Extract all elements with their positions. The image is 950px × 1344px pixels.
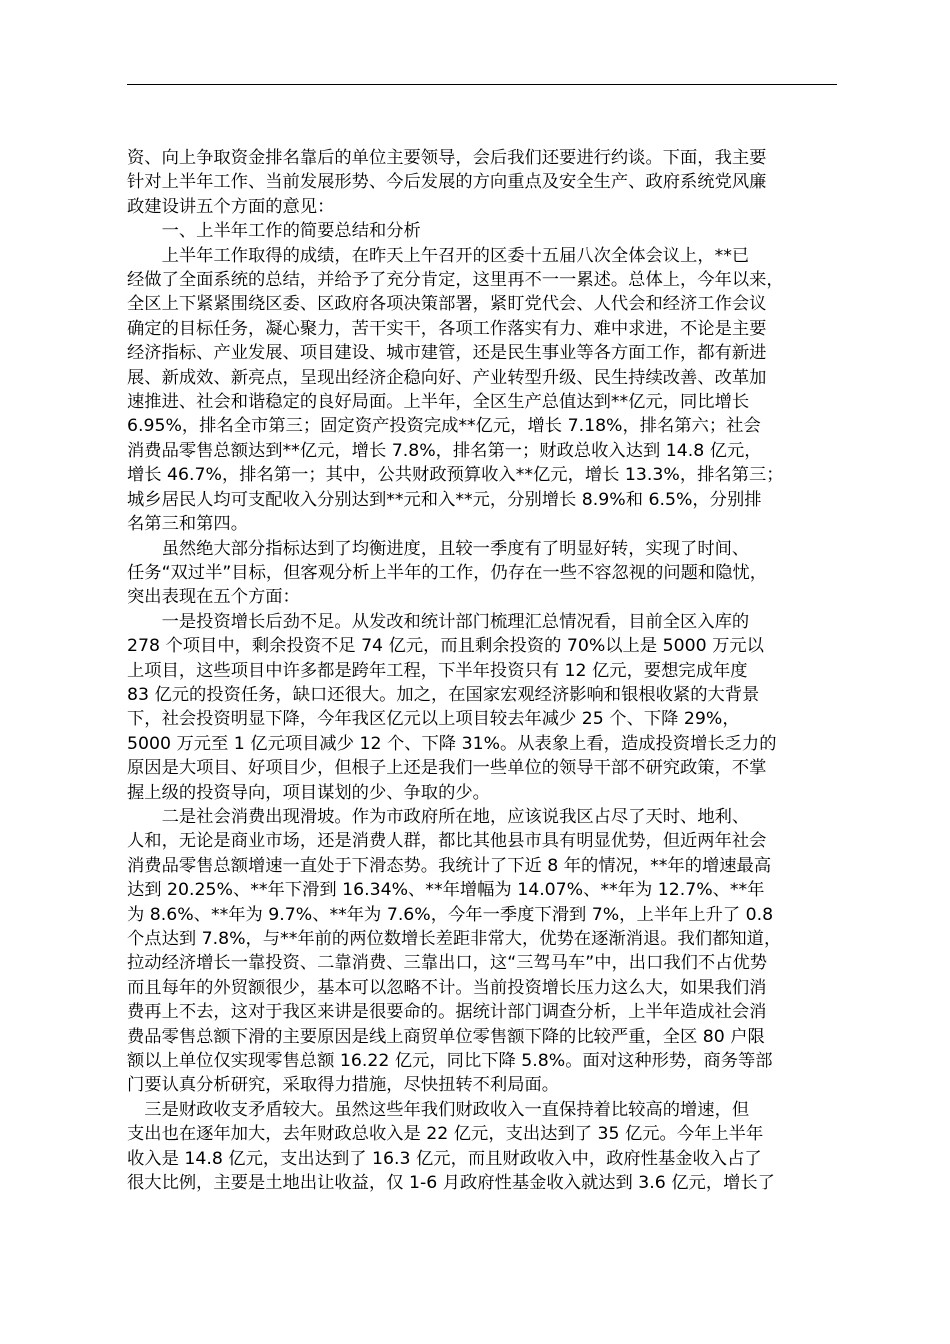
text-line: 原因是大项目、好项目少，但根子上还是我们一些单位的领导干部不研究政策，不掌 xyxy=(127,758,767,779)
paragraph-finance xyxy=(127,1098,845,1196)
header-rule xyxy=(127,84,837,85)
text-line: 速推进、社会和谐稳定的良好局面。上半年，全区生产总值达到**亿元，同比增长 xyxy=(127,392,750,413)
text-line: 消费品零售总额增速一直处于下滑态势。我统计了下近 8 年的情况，**年的增速最高 xyxy=(127,855,772,876)
text-line: 达到 20.25%、**年下滑到 16.34%、**年增幅为 14.07%、**年为 12.7%、**年 xyxy=(127,880,765,901)
text-line: 握上级的投资导向，项目谋划的少、争取的少。 xyxy=(127,782,490,803)
text-line: 278 个项目中，剩余投资不足 74 亿元，而且剩余投资的 70%以上是 5000 万元以 xyxy=(127,636,764,657)
paragraph-investment xyxy=(127,610,845,805)
text-line: 个点达到 7.8%，与**年前的两位数增长差距非常大，优势在逐渐消退。我们都知道， xyxy=(127,929,782,949)
text-line: 针对上半年工作、当前发展形势、今后发展的方向重点及安全生产、政府系统党风廉 xyxy=(127,172,767,193)
text-line: 上项目，这些项目中许多都是跨年工程，下半年投资只有 12 亿元，要想完成年度 xyxy=(127,660,748,681)
heading-line: 一、上半年工作的简要总结和分析 xyxy=(161,221,421,242)
text-line: 经济指标、产业发展、项目建设、城市建管，还是民生事业等各方面工作，都有新进 xyxy=(127,343,767,364)
text-line: 额以上单位仅实现零售总额 16.22 亿元，同比下降 5.8%。面对这种形势，商务等部 xyxy=(127,1051,773,1072)
text-line: 83 亿元的投资任务，缺口还很大。加之，在国家宏观经济影响和银根收紧的大背景 xyxy=(127,684,760,705)
text-line: 资、向上争取资金排名靠后的单位主要领导，会后我们还要进行约谈。下面，我主要 xyxy=(127,148,767,168)
text-line: 一是投资增长后劲不足。从发改和统计部门梳理汇总情况看，目前全区入库的 xyxy=(161,611,750,632)
text-line: 展、新成效、新亮点，呈现出经济企稳向好、产业转型升级、民生持续改善、改革加 xyxy=(127,367,767,388)
text-line: 政建设讲五个方面的意见： xyxy=(127,196,335,217)
text-line: 任务“双过半”目标，但客观分析上半年的工作，仍存在一些不容忽视的问题和隐忧， xyxy=(127,562,768,583)
text-line: 下，社会投资明显下降，今年我区亿元以上项目较去年减少 25 个、下降 29%， xyxy=(127,709,740,730)
text-line: 而且每年的外贸额很少，基本可以忽略不计。当前投资增长压力这么大，如果我们消 xyxy=(127,977,767,998)
text-line: 费品零售总额下滑的主要原因是线上商贸单位零售额下降的比较严重，全区 80 户限 xyxy=(127,1026,765,1047)
text-line: 虽然绝大部分指标达到了均衡进度，且较一季度有了明显好转，实现了时间、 xyxy=(161,538,750,559)
text-line: 上半年工作取得的成绩，在昨天上午召开的区委十五届八次全体会议上，**已 xyxy=(161,245,750,266)
text-line: 门要认真分析研究，采取得力措施，尽快扭转不利局面。 xyxy=(127,1075,560,1096)
section-heading xyxy=(127,219,845,243)
text-line: 确定的目标任务，凝心聚力，苦干实干，各项工作落实有力、难中求进，不论是主要 xyxy=(127,318,767,339)
text-line: 支出也在逐年加大，去年财政总收入是 22 亿元，支出达到了 35 亿元。今年上半年 xyxy=(127,1124,764,1145)
text-line: 名第三和第四。 xyxy=(127,514,248,535)
text-line: 费再上不去，这对于我区来讲是很要命的。据统计部门调查分析，上半年造成社会消 xyxy=(127,1002,767,1023)
text-line: 城乡居民人均可支配收入分别达到**元和入**元，分别增长 8.9%和 6.5%，分别排 xyxy=(127,489,762,510)
paragraph-consumption xyxy=(127,805,845,1098)
text-line: 5000 万元至 1 亿元项目减少 12 个、下降 31%。从表象上看，造成投资增长乏力的 xyxy=(127,733,777,754)
text-line: 三是财政收支矛盾较大。虽然这些年我们财政收入一直保持着比较高的增速，但 xyxy=(144,1099,750,1120)
paragraph-summary xyxy=(127,244,845,537)
text-line: 消费品零售总额达到**亿元，增长 7.8%，排名第一；财政总收入达到 14.8 亿元， xyxy=(127,440,762,461)
text-line: 突出表现在五个方面： xyxy=(127,587,300,608)
text-line: 为 8.6%、**年为 9.7%、**年为 7.6%，今年一季度下滑到 7%，上半年上升了 0.8 xyxy=(127,904,774,925)
text-line: 收入是 14.8 亿元，支出达到了 16.3 亿元，而且财政收入中，政府性基金收入占了 xyxy=(127,1148,762,1169)
text-line: 增长 46.7%，排名第一；其中，公共财政预算收入**亿元，增长 13.3%，排名第三； xyxy=(127,465,784,486)
text-line: 很大比例，主要是土地出让收益，仅 1-6 月政府性基金收入就达到 3.6 亿元，增长了 xyxy=(127,1173,775,1194)
text-line: 二是社会消费出现滑坡。作为市政府所在地，应该说我区占尽了天时、地利、 xyxy=(161,806,750,827)
document-body xyxy=(127,146,845,1195)
text-line: 经做了全面系统的总结，并给予了充分肯定，这里再不一一累述。总体上，今年以来， xyxy=(127,270,784,291)
text-line: 拉动经济增长一靠投资、二靠消费、三靠出口，这“三驾马车”中，出口我们不占优势 xyxy=(127,953,768,974)
text-line: 人和，无论是商业市场，还是消费人群，都比其他县市具有明显优势，但近两年社会 xyxy=(127,831,767,852)
paragraph-continuation xyxy=(127,146,845,219)
paragraph-problems-intro xyxy=(127,537,845,610)
text-line: 6.95%，排名全市第三；固定资产投资完成**亿元，增长 7.18%，排名第六；社会 xyxy=(127,416,761,437)
text-line: 全区上下紧紧围绕区委、区政府各项决策部署，紧盯党代会、人代会和经济工作会议 xyxy=(127,294,767,315)
